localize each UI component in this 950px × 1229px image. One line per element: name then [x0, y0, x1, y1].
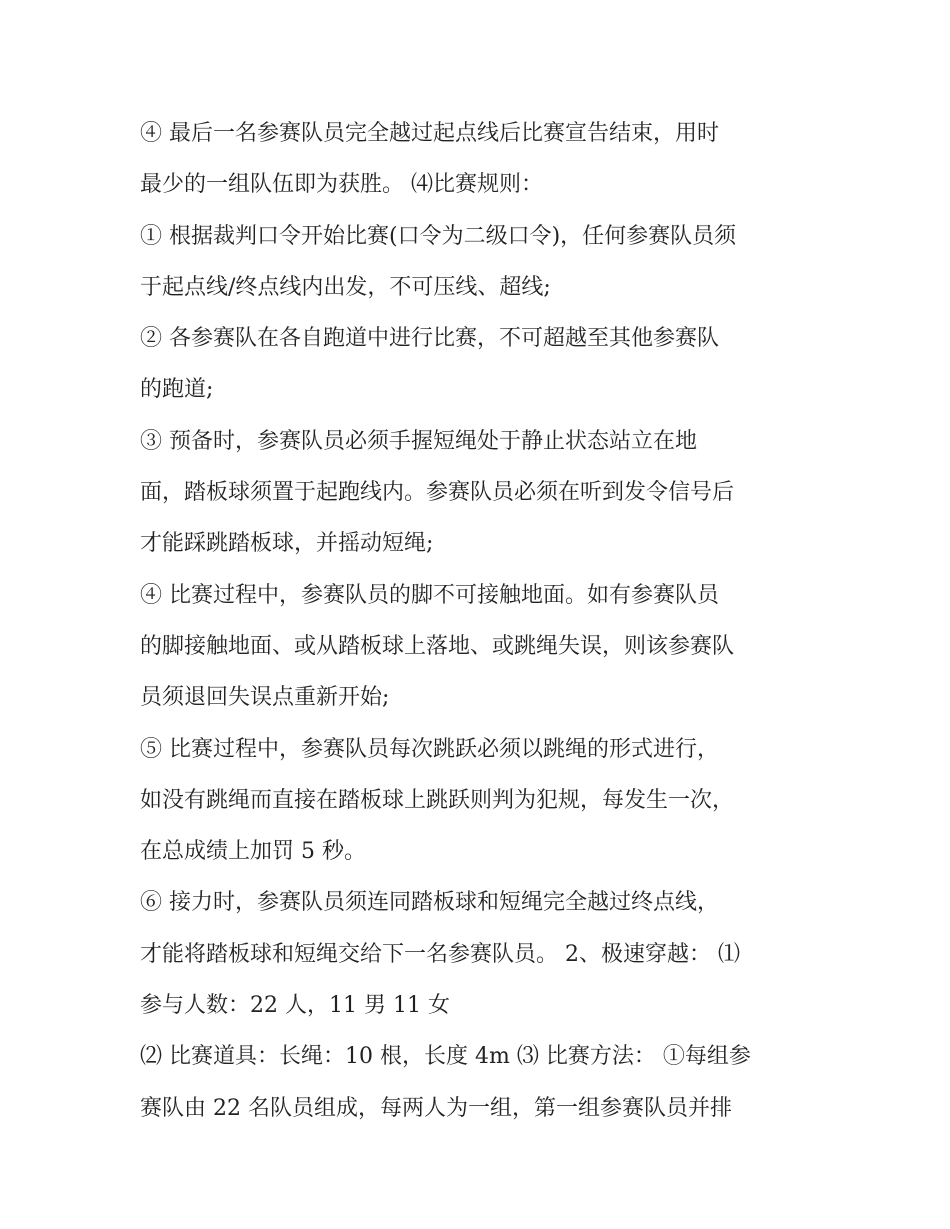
text-line: ⑥ 接力时，参赛队员须连同踏板球和短绳完全越过终点线，	[140, 890, 719, 916]
text-line: 才能踩跳踏板球，并摇动短绳;	[140, 531, 434, 557]
text-line: ⑵ 比赛道具：长绳：10 根，长度 4m ⑶ 比赛方法： ①每组参	[140, 1044, 751, 1070]
text-line: 在总成绩上加罚 5 秒。	[140, 839, 366, 865]
text-line: ④ 比赛过程中，参赛队员的脚不可接触地面。如有参赛队员	[140, 582, 719, 608]
text-line: 的脚接触地面、或从踏板球上落地、或跳绳失误，则该参赛队	[140, 633, 735, 659]
text-line: ② 各参赛队在各自跑道中进行比赛，不可超越至其他参赛队	[140, 326, 719, 352]
text-line: 员须退回失误点重新开始;	[140, 685, 390, 711]
text-line: 面，踏板球须置于起跑线内。参赛队员必须在听到发令信号后	[140, 480, 735, 506]
text-line: ① 根据裁判口令开始比赛(口令为二级口令)，任何参赛队员须	[140, 223, 737, 249]
text-line: 最少的一组队伍即为获胜。 ⑷比赛规则：	[140, 172, 543, 198]
text-line: 参与人数：22 人，11 男 11 女	[140, 993, 450, 1019]
text-line: 才能将踏板球和短绳交给下一名参赛队员。 2、极速穿越： ⑴	[140, 941, 740, 967]
text-line: ④ 最后一名参赛队员完全越过起点线后比赛宣告结束，用时	[140, 121, 719, 146]
text-line: 赛队由 22 名队员组成，每两人为一组，第一组参赛队员并排	[140, 1095, 732, 1121]
text-line: ⑤ 比赛过程中，参赛队员每次跳跃必须以跳绳的形式进行，	[140, 736, 719, 762]
text-line: 的跑道;	[140, 377, 214, 403]
text-line: 如没有跳绳而直接在踏板球上跳跃则判为犯规，每发生一次，	[140, 787, 735, 813]
text-line: 于起点线/终点线内出发，不可压线、超线;	[140, 274, 551, 300]
text-line: ③ 预备时，参赛队员必须手握短绳处于静止状态站立在地	[140, 428, 697, 454]
document-body	[140, 108, 820, 1134]
